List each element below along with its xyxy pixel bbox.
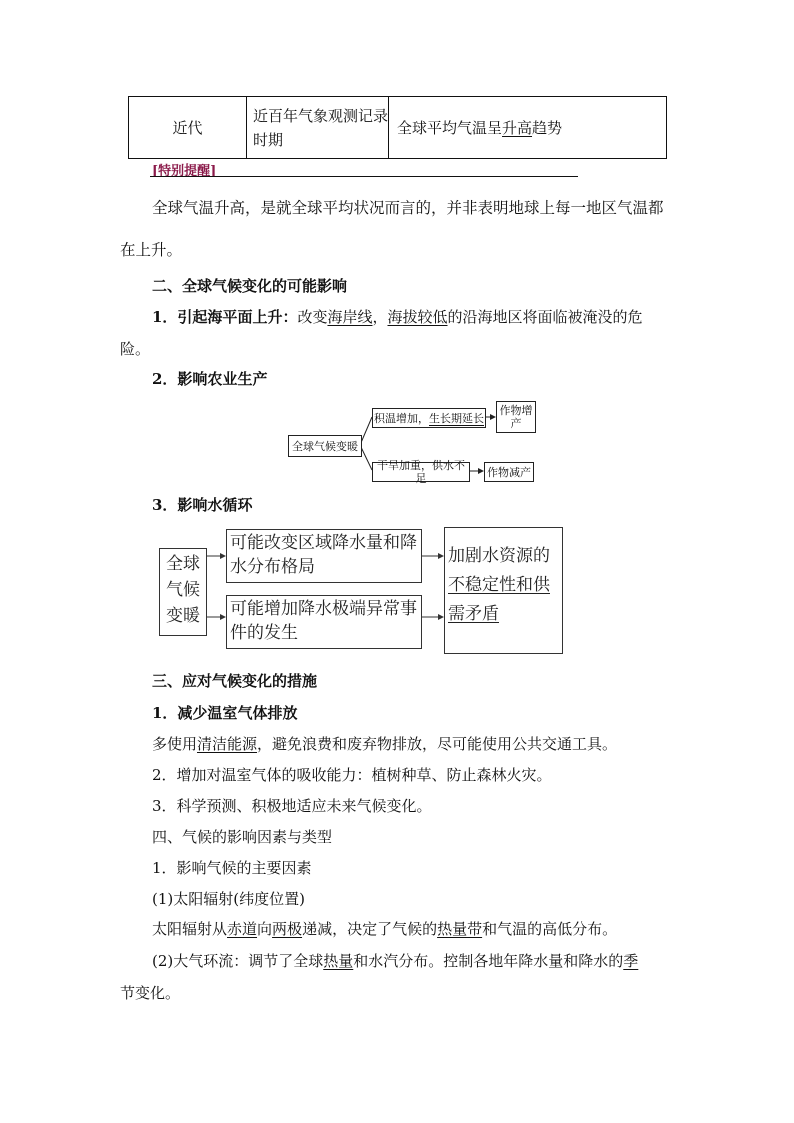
factor-sub-2: (2)大气环流：调节了全球热量和水汽分布。控制各地年降水量和降水的季 xyxy=(152,952,639,970)
section-heading: 三、应对气候变化的措施 xyxy=(152,672,318,690)
special-note-label: [特别提醒] xyxy=(152,164,217,179)
trend-cell: 全球平均气温呈升高趋势 xyxy=(389,97,667,159)
impact-item-1: 1．引起海平面上升：改变海岸线，海拔较低的沿海地区将面临被淹没的危 xyxy=(152,308,643,326)
measure-item-1: 1．减少温室气体排放 xyxy=(152,704,298,722)
section-heading: 四、气候的影响因素与类型 xyxy=(152,828,333,846)
special-note-text-cont: 在上升。 xyxy=(120,241,183,259)
measure-item-1-text: 多使用清洁能源，避免浪费和废弃物排放，尽可能使用公共交通工具。 xyxy=(152,735,618,753)
agri-negative-box: 干旱加重，供水不足 xyxy=(372,462,470,482)
measure-item-2: 2．增加对温室气体的吸收能力：植树种草、防止森林火灾。 xyxy=(152,766,552,784)
agri-root-box: 全球气候变暖 xyxy=(288,435,362,457)
factor-sub-2-cont: 节变化。 xyxy=(120,984,181,1002)
water-result-box: 加剧水资源的 不稳定性和供 需矛盾 xyxy=(444,527,563,654)
agri-positive-result-box: 作物增产 xyxy=(496,401,536,433)
water-branch-box-2: 可能增加降水极端异常事件的发生 xyxy=(226,595,422,649)
measure-item-3: 3．科学预测、积极地适应未来气候变化。 xyxy=(152,797,432,815)
water-root-box: 全球气候变暖 xyxy=(159,548,207,636)
factor-item-1: 1．影响气候的主要因素 xyxy=(152,859,312,877)
special-note-text: 全球气温升高，是就全球平均状况而言的，并非表明地球上每一地区气温都 xyxy=(152,199,664,217)
period-cell: 近代 xyxy=(129,97,247,159)
section-heading: 二、全球气候变化的可能影响 xyxy=(152,277,348,295)
impact-item-2: 2．影响农业生产 xyxy=(152,370,268,388)
agri-connectors xyxy=(0,0,794,520)
factor-sub-1: (1)太阳辐射(纬度位置) xyxy=(152,890,305,908)
impact-item-3: 3．影响水循环 xyxy=(152,496,253,514)
period-desc-cell: 近百年气象观测记录时期 xyxy=(247,97,389,159)
impact-item-1-cont: 险。 xyxy=(120,340,151,358)
agri-negative-result-box: 作物减产 xyxy=(484,462,534,482)
water-branch-box-1: 可能改变区域降水量和降水分布格局 xyxy=(226,529,422,583)
agri-positive-box: 积温增加， 生长期延长 xyxy=(372,408,486,428)
factor-sub-1-text: 太阳辐射从赤道向两极递减，决定了气候的热量带和气温的高低分布。 xyxy=(152,920,618,938)
